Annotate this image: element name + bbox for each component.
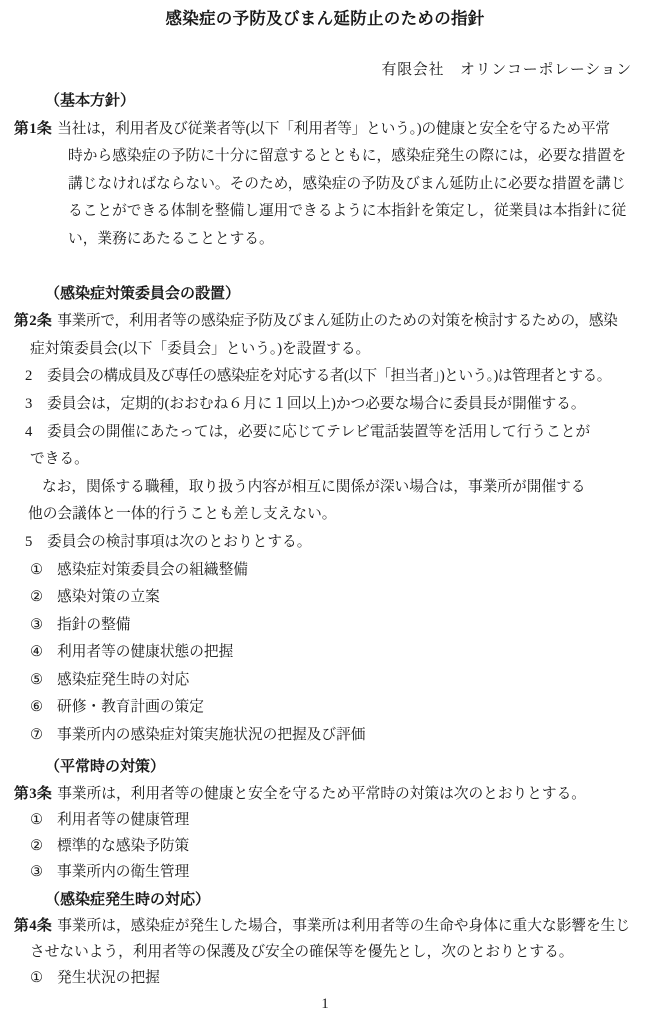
line-text: 委員会の検討事項は次のとおりとする。 xyxy=(47,533,312,550)
circled-item-line xyxy=(0,584,650,612)
article-first-line xyxy=(0,781,650,807)
circled-item-line xyxy=(0,639,650,667)
circled-item-line xyxy=(0,612,650,640)
continuation-line xyxy=(0,939,650,965)
circled-item-line xyxy=(0,667,650,695)
article-first-line xyxy=(0,116,650,144)
line-text: 事業所は，感染症が発生した場合，事業所は利用者等の生命や身体に重大な影響を生じ xyxy=(57,918,631,935)
item-number-label: ① xyxy=(30,812,44,829)
line-text: 委員会の開催にあたっては，必要に応じてテレビ電話装置等を活用して行うことが xyxy=(47,423,591,440)
numbered-clause-line xyxy=(0,363,650,391)
continuation-line xyxy=(0,143,650,171)
line-text: 感染症対策委員会の組織整備 xyxy=(57,561,248,578)
circled-item-line xyxy=(0,557,650,585)
article-first-line xyxy=(0,913,650,939)
line-text: させないよう，利用者等の保護及び安全の確保等を優先とし，次のとおりとする。 xyxy=(30,944,574,961)
article-first-line xyxy=(0,308,650,336)
numbered-clause-line xyxy=(0,391,650,419)
line-text: （平常時の対策） xyxy=(45,758,166,775)
section-heading xyxy=(0,754,650,782)
clause-number-label: 第3条 xyxy=(14,786,53,803)
line-text: できる。 xyxy=(30,451,89,468)
item-number-label: 5 xyxy=(25,533,33,550)
line-text: 事業所は，利用者等の健康と安全を守るため平常時の対策は次のとおりとする。 xyxy=(57,786,586,803)
document-lines xyxy=(0,88,650,991)
continuation-line xyxy=(0,171,650,199)
item-number-label: 2 xyxy=(25,368,32,385)
line-text: 研修・教育計画の策定 xyxy=(57,699,204,716)
continuation-line xyxy=(0,226,650,254)
section-heading xyxy=(0,88,650,116)
continuation-line xyxy=(0,501,650,529)
item-number-label: 4 xyxy=(25,423,33,440)
item-number-label: ⑤ xyxy=(30,671,44,688)
circled-item-line xyxy=(0,722,650,750)
numbered-clause-line xyxy=(0,419,650,447)
item-number-label: ④ xyxy=(30,644,44,661)
line-text: （基本方針） xyxy=(45,93,136,109)
line-text: い，業務にあたることとする。 xyxy=(68,230,274,247)
line-text: 標準的な感染予防策 xyxy=(57,838,190,855)
item-number-label: ② xyxy=(30,589,44,606)
numbered-clause-line xyxy=(0,529,650,557)
line-text: 症対策委員会(以下「委員会」という。)を設置する。 xyxy=(30,340,371,357)
circled-item-line xyxy=(0,859,650,885)
circled-item-line xyxy=(0,833,650,859)
line-text: 時から感染症の予防に十分に留意するとともに，感染症発生の際には，必要な措置を xyxy=(68,148,627,165)
item-number-label: ② xyxy=(30,838,44,855)
item-number-label: ③ xyxy=(30,864,44,881)
line-text: 事業所内の衛生管理 xyxy=(57,864,190,881)
item-number-label: ① xyxy=(30,970,44,987)
line-text: 利用者等の健康状態の把握 xyxy=(57,644,234,661)
line-text: 感染症発生時の対応 xyxy=(57,671,190,688)
item-number-label: ⑥ xyxy=(30,699,44,716)
line-text: （感染症対策委員会の設置） xyxy=(45,285,241,302)
line-text: 当社は，利用者及び従業者等(以下「利用者等」という。)の健康と安全を守るため平常 xyxy=(57,120,610,137)
item-number-label: 3 xyxy=(25,395,33,412)
item-number-label: ① xyxy=(30,561,44,578)
continuation-line xyxy=(0,198,650,226)
line-text: 利用者等の健康管理 xyxy=(57,812,190,829)
page-title: 感染症の予防及びまん延防止のための指針 xyxy=(165,9,485,28)
circled-item-line xyxy=(0,807,650,833)
page-number: 1 xyxy=(321,996,329,1013)
line-text: 委員会は，定期的(おおむね６月に１回以上)かつ必要な場合に委員長が開催する。 xyxy=(47,395,586,412)
item-number-label: ⑦ xyxy=(30,727,44,744)
line-text: 感染対策の立案 xyxy=(57,589,160,606)
blank-line xyxy=(0,254,650,277)
clause-number-label: 第4条 xyxy=(14,918,53,935)
line-text: ることができる体制を整備し運用できるように本指針を策定し，従業員は本指針に従 xyxy=(68,203,627,220)
note-line xyxy=(0,474,650,502)
section-heading xyxy=(0,887,650,913)
continuation-line xyxy=(0,336,650,364)
company-name: 有限会社 オリンコーポレーション xyxy=(381,62,632,78)
line-text: なお，関係する職種，取り扱う内容が相互に関係が深い場合は，事業所が開催する xyxy=(42,478,586,495)
item-number-label: ③ xyxy=(30,616,44,633)
circled-item-line xyxy=(0,965,650,991)
line-text: 指針の整備 xyxy=(57,616,131,633)
line-text: 事業所で，利用者等の感染症予防及びまん延防止のための対策を検討するための，感染 xyxy=(57,313,618,330)
line-text: 講じなければならない。そのため，感染症の予防及びまん延防止に必要な措置を講じ xyxy=(68,175,626,192)
section-heading xyxy=(0,281,650,309)
line-text: 発生状況の把握 xyxy=(57,970,160,987)
continuation-line xyxy=(0,446,650,474)
clause-number-label: 第1条 xyxy=(14,120,53,137)
line-text: 委員会の構成員及び専任の感染症を対応する者(以下「担当者」)という。)は管理者とする。 xyxy=(47,368,611,385)
clause-number-label: 第2条 xyxy=(14,313,53,330)
line-text: 事業所内の感染症対策実施状況の把握及び評価 xyxy=(57,727,366,744)
line-text: 他の会議体と一体的行うことも差し支えない。 xyxy=(28,506,337,523)
circled-item-line xyxy=(0,694,650,722)
line-text: （感染症発生時の対応） xyxy=(45,892,211,909)
